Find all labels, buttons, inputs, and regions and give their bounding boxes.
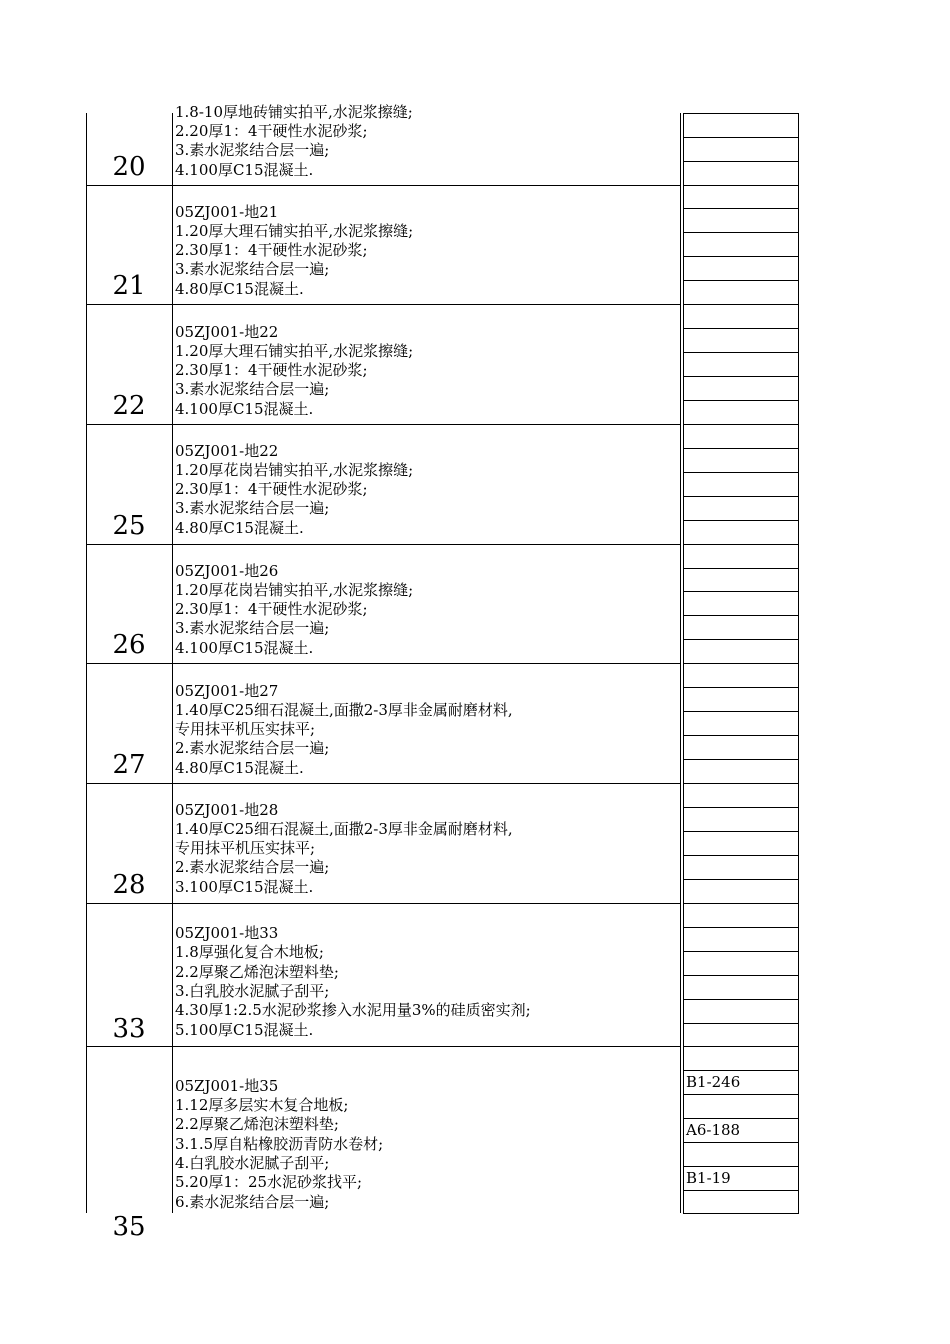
row-number: 22 — [112, 391, 146, 421]
row-divider — [86, 663, 681, 664]
row-number: 27 — [112, 750, 146, 780]
row-description — [175, 682, 680, 781]
row-divider — [86, 544, 681, 545]
row-divider — [86, 304, 681, 305]
row-number: 35 — [112, 1214, 146, 1240]
data-cell[interactable] — [683, 280, 799, 305]
description-line: 2.2厚聚乙烯泡沫塑料垫; — [175, 962, 339, 981]
data-cell[interactable] — [683, 185, 799, 209]
data-cell[interactable] — [683, 783, 799, 808]
row-divider — [86, 783, 681, 784]
description-line: 6.素水泥浆结合层一遍; — [175, 1192, 330, 1211]
data-cell[interactable] — [683, 1046, 799, 1071]
data-cell[interactable] — [683, 520, 799, 545]
data-cell[interactable] — [683, 975, 799, 1000]
description-line: 3.素水泥浆结合层一遍; — [175, 380, 330, 399]
description-line: 4.30厚1:2.5水泥砂浆掺入水泥用量3%的硅质密实剂; — [175, 1001, 531, 1020]
description-line: 1.8厚强化复合木地板; — [175, 943, 324, 962]
data-cell[interactable] — [683, 1094, 799, 1119]
description-line: 3.白乳胶水泥腻子刮平; — [175, 982, 330, 1001]
row-divider — [86, 1046, 681, 1047]
data-cell[interactable] — [683, 1023, 799, 1047]
data-cell[interactable] — [683, 615, 799, 640]
row-description — [175, 442, 680, 541]
description-line: 4.80厚C15混凝土. — [175, 518, 304, 537]
description-line: 3.1.5厚自粘橡胶沥青防水卷材; — [175, 1134, 384, 1153]
description-line: 4.白乳胶水泥腻子刮平; — [175, 1154, 330, 1173]
data-cell[interactable] — [683, 376, 799, 401]
description-line: 1.20厚花岗岩铺实拍平,水泥浆擦缝; — [175, 580, 414, 599]
description-line: 2.30厚1：4干硬性水泥砂浆; — [175, 600, 368, 619]
data-cell[interactable] — [683, 496, 799, 521]
data-cell[interactable] — [683, 400, 799, 425]
description-line: 3.素水泥浆结合层一遍; — [175, 141, 330, 160]
data-cell[interactable] — [683, 256, 799, 281]
data-cell[interactable] — [683, 424, 799, 449]
data-cell[interactable] — [683, 999, 799, 1024]
row-description — [175, 203, 680, 302]
description-line: 1.8-10厚地砖铺实拍平,水泥浆擦缝; — [175, 102, 413, 121]
data-cell[interactable] — [683, 472, 799, 497]
data-cell[interactable] — [683, 1142, 799, 1167]
data-cell[interactable] — [683, 663, 799, 688]
description-line: 05ZJ001-地22 — [175, 441, 279, 460]
data-cell[interactable] — [683, 352, 799, 377]
description-line: 3.素水泥浆结合层一遍; — [175, 499, 330, 518]
description-line: 2.20厚1：4干硬性水泥砂浆; — [175, 122, 368, 141]
quota-code: B1-246 — [686, 1073, 741, 1091]
data-cell[interactable] — [683, 304, 799, 329]
quota-code: A6-188 — [686, 1121, 741, 1139]
description-line: 05ZJ001-地26 — [175, 561, 279, 580]
description-line: 1.40厚C25细石混凝土,面撒2-3厚非金属耐磨材料, — [175, 700, 513, 719]
description-line: 专用抹平机压实抹平; — [175, 839, 316, 858]
data-cell[interactable] — [683, 639, 799, 664]
description-line: 2.30厚1：4干硬性水泥砂浆; — [175, 480, 368, 499]
description-line: 4.80厚C15混凝土. — [175, 758, 304, 777]
row-divider — [86, 424, 681, 425]
data-cell[interactable] — [683, 113, 799, 138]
data-cell[interactable] — [683, 855, 799, 880]
description-line: 专用抹平机压实抹平; — [175, 720, 316, 739]
description-line: 1.40厚C25细石混凝土,面撒2-3厚非金属耐磨材料, — [175, 819, 513, 838]
data-cell[interactable] — [683, 137, 799, 162]
description-line: 4.100厚C15混凝土. — [175, 399, 314, 418]
data-cell[interactable] — [683, 951, 799, 976]
data-cell[interactable] — [683, 759, 799, 784]
description-line: 05ZJ001-地35 — [175, 1076, 279, 1095]
description-line: 3.素水泥浆结合层一遍; — [175, 260, 330, 279]
row-description — [175, 801, 680, 900]
data-cell[interactable] — [683, 208, 799, 233]
description-line: 4.100厚C15混凝土. — [175, 160, 314, 179]
description-line: 2.30厚1：4干硬性水泥砂浆; — [175, 361, 368, 380]
data-cell[interactable] — [683, 328, 799, 353]
description-line: 1.12厚多层实木复合地板; — [175, 1096, 349, 1115]
row-number: 21 — [112, 271, 146, 301]
row-description — [175, 103, 680, 182]
description-line: 2.素水泥浆结合层一遍; — [175, 739, 330, 758]
description-line: 1.20厚大理石铺实拍平,水泥浆擦缝; — [175, 341, 414, 360]
data-cell[interactable] — [683, 831, 799, 856]
row-number: 26 — [112, 630, 146, 660]
row-description — [175, 323, 680, 422]
data-cell[interactable] — [683, 927, 799, 952]
row-number: 33 — [112, 1014, 146, 1044]
row-description — [175, 1077, 680, 1213]
description-line: 1.20厚花岗岩铺实拍平,水泥浆擦缝; — [175, 460, 414, 479]
row-divider — [86, 185, 681, 186]
data-cell[interactable] — [683, 544, 799, 569]
row-divider — [86, 903, 681, 904]
description-line: 05ZJ001-地28 — [175, 800, 279, 819]
description-line: 2.2厚聚乙烯泡沫塑料垫; — [175, 1115, 339, 1134]
description-line: 4.80厚C15混凝土. — [175, 279, 304, 298]
data-cell[interactable] — [683, 735, 799, 760]
data-cell[interactable] — [683, 879, 799, 904]
description-line: 05ZJ001-地33 — [175, 924, 279, 943]
description-line: 05ZJ001-地21 — [175, 202, 279, 221]
data-cell[interactable] — [683, 687, 799, 712]
description-line: 05ZJ001-地22 — [175, 322, 279, 341]
data-cell[interactable] — [683, 807, 799, 832]
row-description — [175, 562, 680, 661]
description-line: 3.100厚C15混凝土. — [175, 877, 314, 896]
row-number: 25 — [112, 511, 146, 541]
row-number: 20 — [112, 152, 146, 182]
row-description — [175, 924, 680, 1042]
quota-code: B1-19 — [686, 1169, 731, 1187]
description-line: 4.100厚C15混凝土. — [175, 638, 314, 657]
description-line: 05ZJ001-地27 — [175, 681, 279, 700]
description-line: 2.素水泥浆结合层一遍; — [175, 858, 330, 877]
data-cell[interactable] — [683, 448, 799, 473]
description-line: 5.20厚1：25水泥砂浆找平; — [175, 1173, 363, 1192]
row-number: 28 — [112, 870, 146, 900]
data-cell[interactable] — [683, 903, 799, 928]
description-line: 3.素水泥浆结合层一遍; — [175, 619, 330, 638]
data-cell[interactable] — [683, 568, 799, 592]
data-cell[interactable] — [683, 161, 799, 186]
description-line: 2.30厚1：4干硬性水泥砂浆; — [175, 241, 368, 260]
data-cell[interactable] — [683, 711, 799, 736]
data-cell[interactable] — [683, 591, 799, 616]
description-line: 5.100厚C15混凝土. — [175, 1020, 314, 1039]
data-cell[interactable] — [683, 232, 799, 257]
data-cell[interactable] — [683, 1190, 799, 1214]
description-line: 1.20厚大理石铺实拍平,水泥浆擦缝; — [175, 221, 414, 240]
